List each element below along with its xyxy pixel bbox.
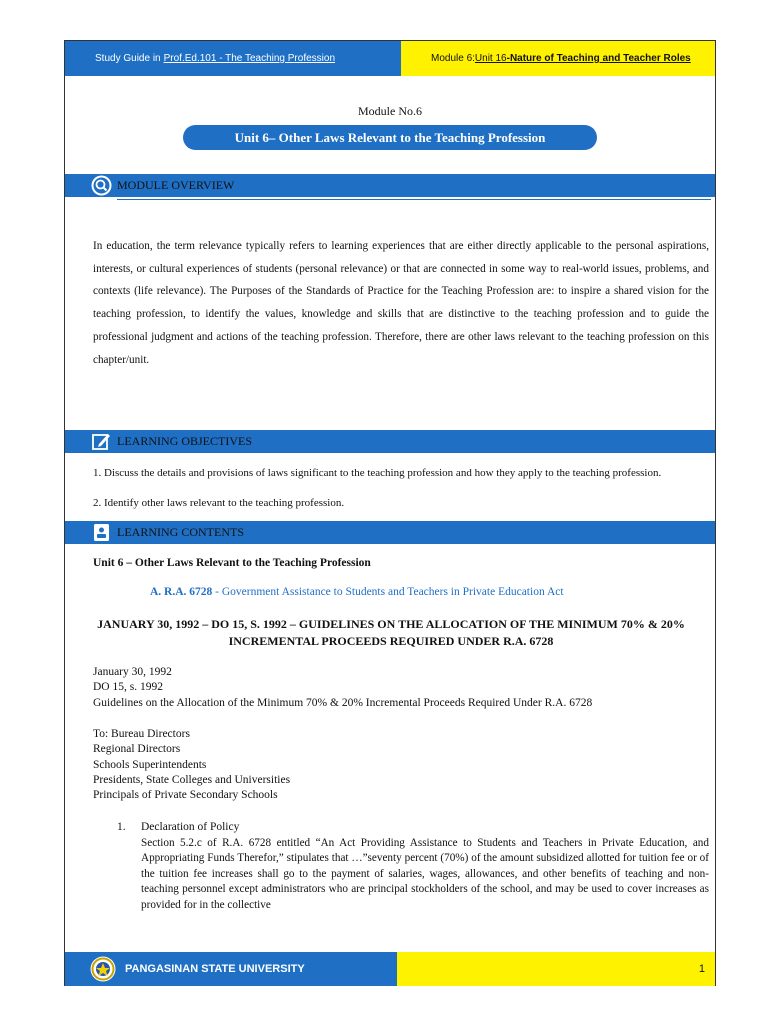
list-item-title: Declaration of Policy [141,821,240,833]
university-seal-icon [90,956,116,982]
header-module-prefix: Module 6: [431,53,475,64]
module-number: Module No.6 [358,104,422,118]
recipient: Regional Directors [93,743,181,756]
edit-icon [91,431,112,452]
header-unit: Unit 16 [474,53,507,64]
section-title-overview: MODULE OVERVIEW [117,178,235,192]
act-title: - Government Assistance to Students and Teachers in Private Education Act [212,586,564,598]
section-title-objectives: LEARNING OBJECTIVES [117,434,252,448]
recipient: To: Bureau Directors [93,728,190,740]
section-title-contents: LEARNING CONTENTS [117,525,244,539]
act-label: A. R.A. 6728 [150,586,213,598]
overview-paragraph: In education, the term relevance typically refers to learning experiences that are either directly applicable to the personal aspirations, interests, or cultural experiences of students (personal relevance) or that are connected in some way to real-world issues, problems, and contexts (life relevance). The Purposes of the Standards of Practice for the Teaching Profession are: to inspire a shared vision for the teaching profession, to identify the values, knowledge and skills that are distinctive to the teaching profession and to guide the professional judgment and actions of the teaching profession. Therefore, there are other laws relevant to the teaching profession on this chapter/unit. [93,240,709,366]
memo-subject: Guidelines on the Allocation of the Minimum 70% & 20% Incremental Proceeds Required Under R.A. 6728 [93,696,593,709]
section-bar-overview [65,174,715,197]
header-module [401,41,715,76]
header-course-link[interactable]: Prof.Ed.101 - The Teaching Profession [163,53,336,64]
recipient: Principals of Private Secondary Schools [93,789,278,802]
guideline-title: JANUARY 30, 1992 – DO 15, S. 1992 – GUIDELINES ON THE ALLOCATION OF THE MINIMUM 70% & 20% INCREMENTAL PROCEEDS REQUIRED UNDER R.A. 6728 [97,617,685,648]
memo-recipients [93,727,290,803]
list-number: 1. [117,821,126,833]
objective-1: 1. Discuss the details and provisions of laws significant to the teaching profession and how they apply to the teaching profession. [93,467,662,479]
university-name: PANGASINAN STATE UNIVERSITY [125,963,305,975]
section-bar-objectives [65,430,715,453]
header-prefix: Study Guide in [95,53,161,64]
page-header [65,41,715,76]
recipient: Schools Superintendents [93,758,207,771]
memo-details [93,665,592,711]
recipient: Presidents, State Colleges and Universities [93,773,291,786]
memo-date: January 30, 1992 [93,666,172,678]
section-bar-contents [65,521,715,544]
magnifier-icon [91,175,112,196]
document-icon [91,522,112,543]
unit-title: Unit 6– Other Laws Relevant to the Teaching Profession [183,125,597,150]
page-footer [65,952,715,986]
content-unit-heading: Unit 6 – Other Laws Relevant to the Teaching Profession [93,557,371,569]
act-heading [150,586,564,598]
page-number: 1 [698,963,705,975]
list-item-body: Section 5.2.c of R.A. 6728 entitled “An Act Providing Assistance to Students and Teachers in Private Education, and Appropriating Funds Therefor,” stipulates that …”seventy percent (70%) of the amount subsidized allotted for tuition fee or of the tuition fee increases shall go to the payment of salaries, wages, allowances, and other benefits of teaching and non-teaching personnel except administrators who are principal stockholders of the school, and may be used to cover increases as provided for in the collective [141,837,709,911]
objective-2: 2. Identify other laws relevant to the teaching profession. [93,497,345,509]
memo-do-number: DO 15, s. 1992 [93,681,163,694]
document-page [64,40,716,986]
header-module-title: -Nature of Teaching and Teacher Roles [506,53,691,64]
header-course [65,41,401,76]
